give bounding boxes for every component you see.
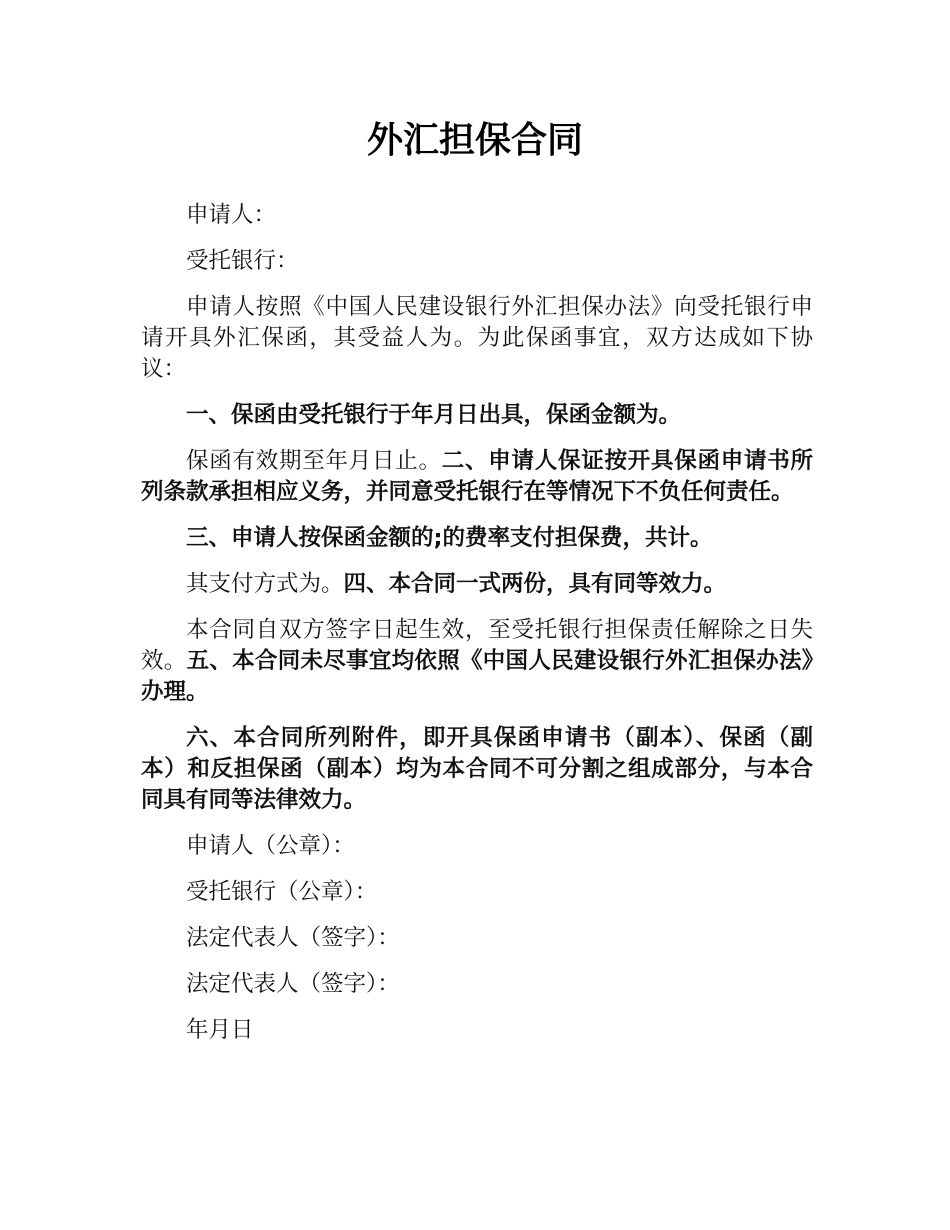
- signature-bank: 受托银行（公章）：: [186, 879, 378, 905]
- validity-text: 保函有效期至年月日止。: [186, 448, 442, 474]
- clause-1: 一、保函由受托银行于年月日出具，保函金额为。: [186, 402, 682, 428]
- effect-paragraph: [141, 615, 813, 708]
- clause-2: 二、申请人保证按开具保函申请书所列条款承担相应义务，并同意受托银行在等情况下不负任何责任。: [141, 448, 813, 505]
- date-line: 年月日: [186, 1017, 254, 1043]
- clause-5: 五、本合同未尽事宜均依照《中国人民建设银行外汇担保办法》办理。: [141, 648, 813, 705]
- effect-text: 本合同自双方签字日起生效，至受托银行担保责任解除之日失效。: [141, 617, 813, 674]
- signature-representative-1: 法定代表人（签字）：: [186, 925, 400, 951]
- payment-text: 其支付方式为。: [186, 571, 344, 597]
- document-title: 外汇担保合同: [366, 120, 583, 161]
- signature-applicant: 申请人（公章）：: [186, 833, 355, 859]
- document-body: [141, 200, 813, 1061]
- applicant-line: 申请人：: [186, 202, 277, 228]
- payment-paragraph: [141, 569, 813, 600]
- bank-line: 受托银行：: [186, 248, 299, 274]
- validity-paragraph: [141, 446, 813, 508]
- intro-paragraph: 申请人按照《中国人民建设银行外汇担保办法》向受托银行申请开具外汇保函，其受益人为。为此保函事宜，双方达成如下协议：: [141, 294, 813, 382]
- clause-3: 三、申请人按保函金额的;的费率支付担保费，共计。: [186, 525, 713, 551]
- clause-4: 四、本合同一式两份，具有同等效力。: [343, 571, 727, 597]
- signature-representative-2: 法定代表人（签字）：: [186, 971, 400, 997]
- clause-6: 六、本合同所列附件，即开具保函申请书（副本）、保函（副本）和反担保函（副本）均为本合同不可分割之组成部分，与本合同具有同等法律效力。: [141, 725, 813, 813]
